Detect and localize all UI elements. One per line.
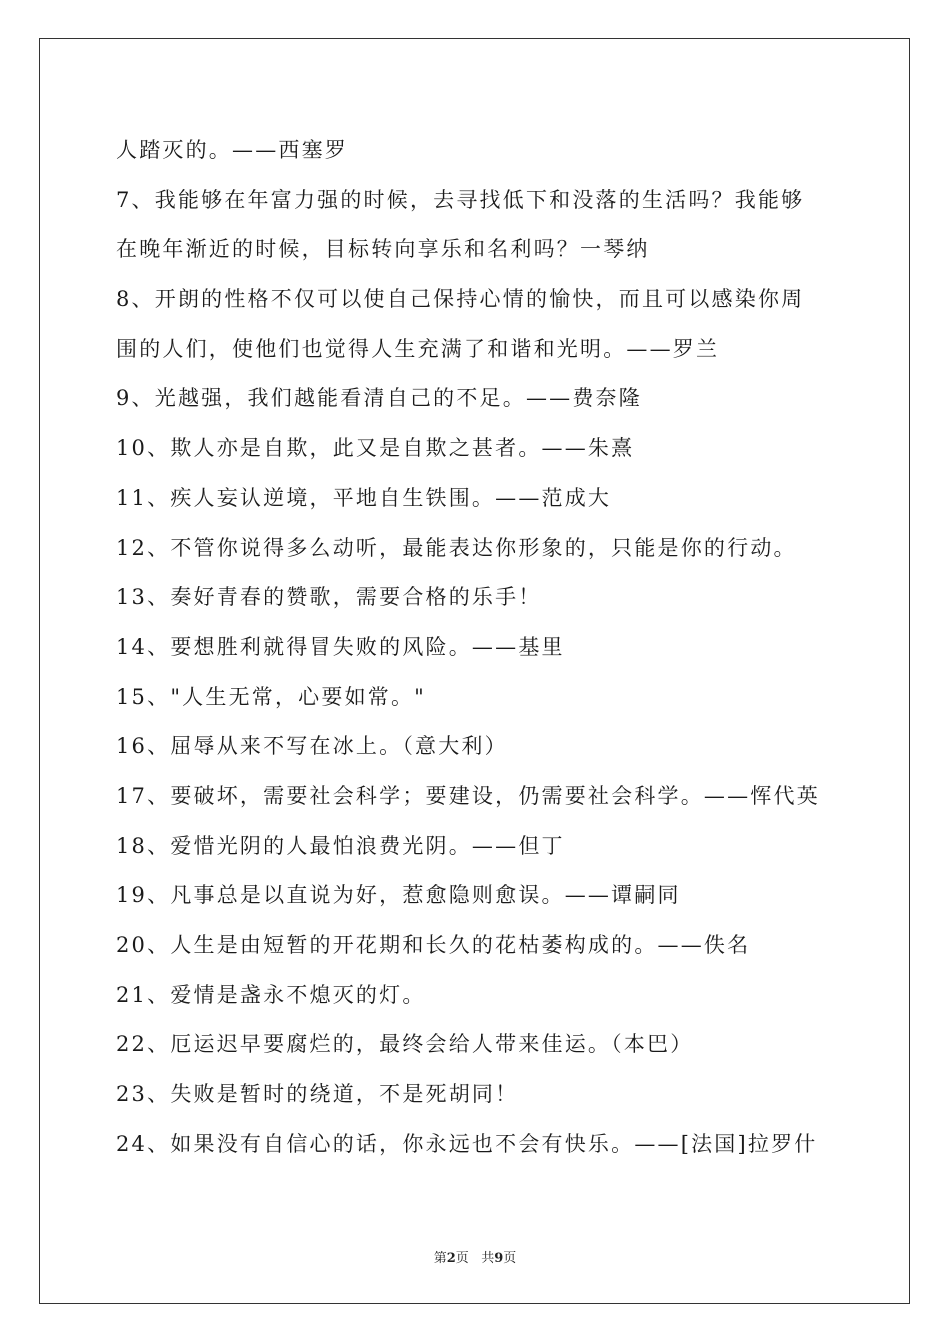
text-line: 22、厄运迟早要腐烂的，最终会给人带来佳运。（本巴）: [116, 1032, 694, 1057]
text-line: 19、凡事总是以直说为好，惹愈隐则愈误。——谭嗣同: [116, 883, 681, 908]
text-line: 17、要破坏，需要社会科学；要建设，仍需要社会科学。——恽代英: [116, 783, 820, 808]
text-line: 9、光越强，我们越能看清自己的不足。——费奈隆: [116, 386, 642, 411]
total-prefix: 共: [481, 1251, 495, 1266]
page-suffix: 页: [455, 1251, 469, 1266]
text-line: 10、欺人亦是自欺，此又是自欺之甚者。——朱熹: [116, 436, 635, 461]
text-line: 24、如果没有自信心的话，你永远也不会有快乐。——[法国]拉罗什: [116, 1131, 818, 1156]
text-line: 18、爱惜光阴的人最怕浪费光阴。——但丁: [116, 833, 565, 858]
text-line: 8、开朗的性格不仅可以使自己保持心情的愉快，而且可以感染你周: [116, 287, 805, 312]
total-suffix: 页: [503, 1251, 517, 1266]
text-line: 15、"人生无常，心要如常。": [116, 684, 427, 709]
page-current: 2: [446, 1251, 456, 1266]
text-line: 12、不管你说得多么动听，最能表达你形象的，只能是你的行动。: [116, 535, 797, 560]
text-line: 在晚年渐近的时候，目标转向享乐和名利吗？一琴纳: [116, 237, 650, 262]
text-line: 21、爱情是盏永不熄灭的灯。: [116, 982, 426, 1007]
text-line: 7、我能够在年富力强的时候，去寻找低下和没落的生活吗？我能够: [116, 187, 805, 212]
text-line: 23、失败是暂时的绕道，不是死胡同！: [116, 1082, 519, 1107]
page-total: 9: [494, 1251, 504, 1266]
text-line: 11、疾人妄认逆境，平地自生铁围。——范成大: [116, 485, 612, 510]
page-prefix: 第: [433, 1251, 447, 1266]
document-body: [116, 126, 846, 1169]
text-line: 14、要想胜利就得冒失败的风险。——基里: [116, 634, 565, 659]
text-line: 20、人生是由短暂的开花期和长久的花枯萎构成的。——佚名: [116, 933, 751, 957]
text-line: 13、奏好青春的赞歌，需要合格的乐手！: [116, 585, 542, 610]
text-line: 16、屈辱从来不写在冰上。（意大利）: [116, 734, 508, 759]
text-line: 围的人们，使他们也觉得人生充满了和谐和光明。——罗兰: [116, 336, 720, 361]
text-line: 人踏灭的。——西塞罗: [116, 138, 348, 162]
page-footer: [0, 1247, 950, 1266]
